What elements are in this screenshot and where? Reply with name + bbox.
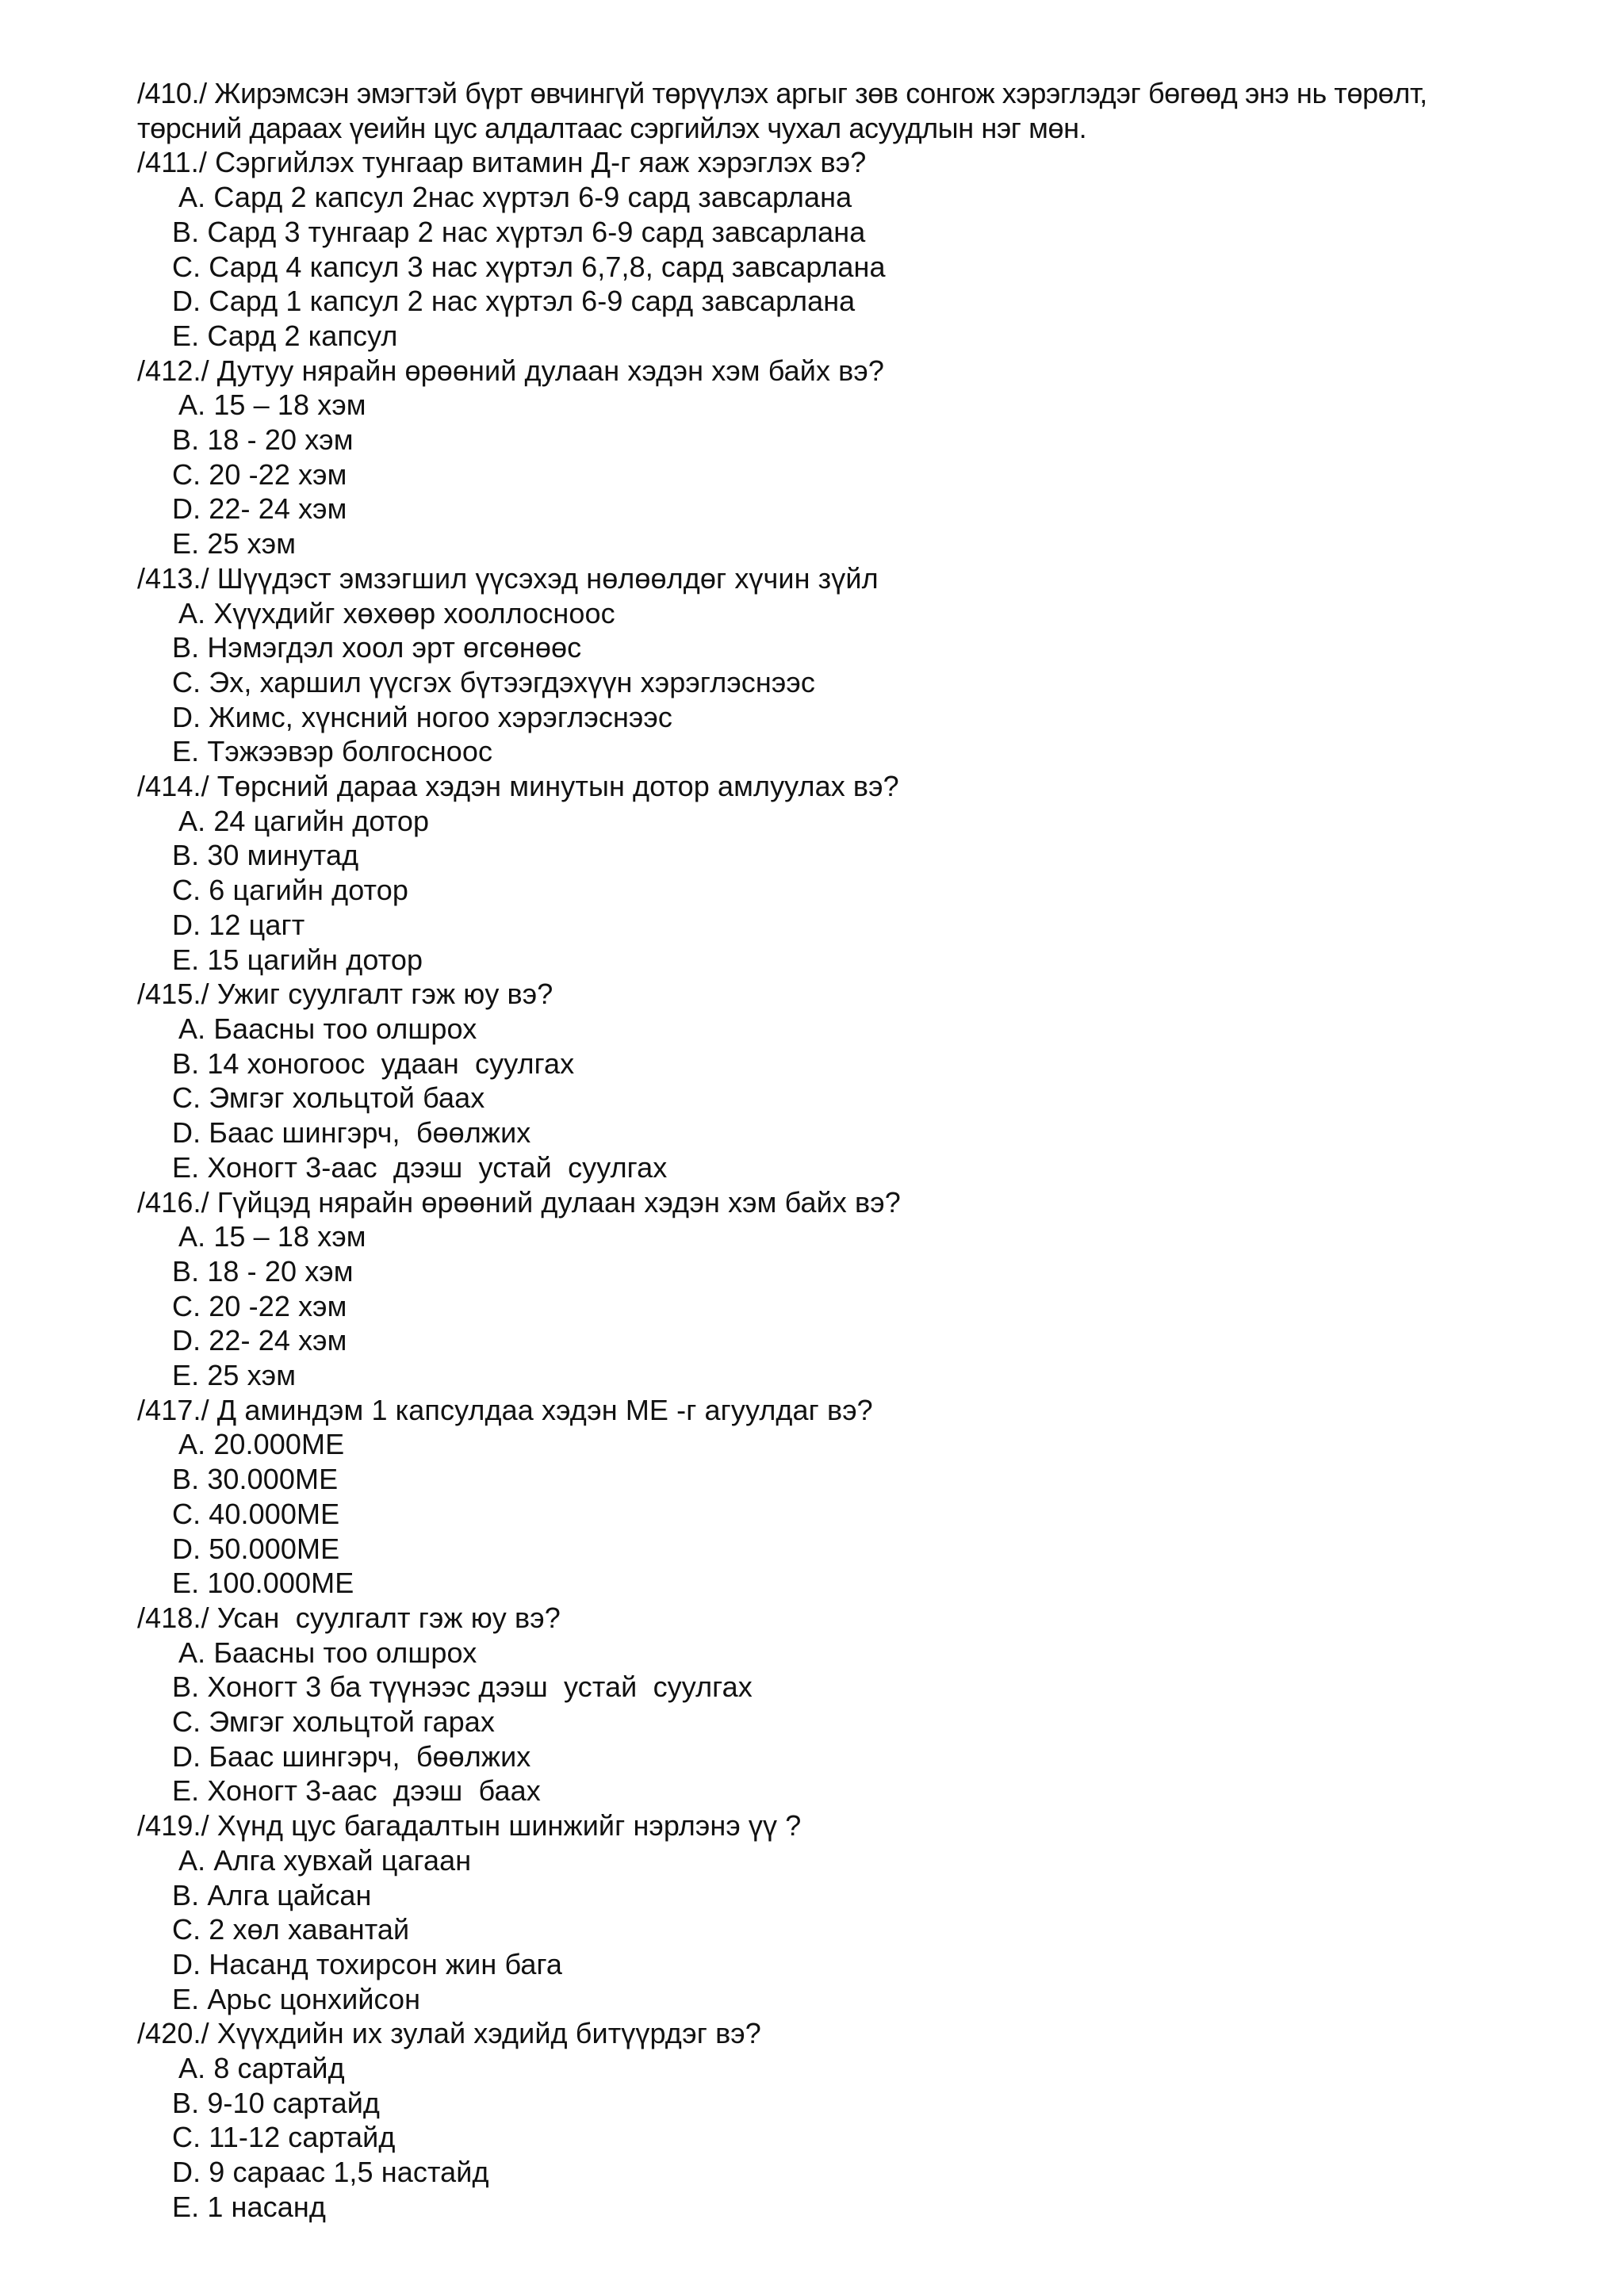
question-418: /418./ Усан суулгалт гэж юу вэ? (137, 1601, 561, 1634)
question-417: /417./ Д аминдэм 1 капсулдаа хэдэн МЕ -г агуулдаг вэ? (137, 1393, 873, 1426)
question-412-option-d: D. 22- 24 хэм (172, 492, 347, 526)
question-414: /414./ Төрсний дараа хэдэн минутын дотор амлуулах вэ? (137, 770, 899, 803)
question-415-option-d: D. Баас шингэрч, бөөлжих (172, 1116, 531, 1150)
question-418-option-b: B. Хоногт 3 ба түүнээс дээш устай суулгах (172, 1670, 753, 1704)
question-415: /415./ Ужиг суулгалт гэж юу вэ? (137, 978, 553, 1011)
question-414-option-e: E. 15 цагийн дотор (172, 943, 423, 976)
question-420-option-a: A. 8 сартайд (178, 2052, 345, 2085)
question-416-option-a: A. 15 – 18 хэм (178, 1220, 366, 1253)
question-411: /411./ Сэргийлэх тунгаар витамин Д-г яаж хэрэглэх вэ? (137, 146, 867, 179)
question-413-option-e: E. Тэжээвэр болгосноос (172, 735, 493, 768)
question-420-option-b: B. 9-10 сартайд (172, 2086, 381, 2119)
question-411-option-e: E. Сард 2 капсул (172, 319, 398, 352)
question-418-option-a: A. Баасны тоо олшрох (178, 1636, 477, 1669)
question-419-option-d: D. Насанд тохирсон жин бага (172, 1947, 563, 1980)
question-411-option-a: A. Сард 2 капсул 2нас хүртэл 6-9 сард завсарлана (178, 181, 852, 214)
question-413-option-c: C. Эх, харшил үүсгэх бүтээгдэхүүн хэрэглэснээс (172, 665, 815, 698)
question-416-option-b: B. 18 - 20 хэм (172, 1254, 354, 1288)
question-412: /412./ Дутуу нярайн өрөөний дулаан хэдэн хэм байх вэ? (137, 354, 884, 387)
question-415-option-a: A. Баасны тоо олшрох (178, 1012, 477, 1045)
question-419: /419./ Хүнд цус багадалтын шинжийг нэрлэнэ үү ? (137, 1809, 802, 1843)
question-417-option-a: A. 20.000МЕ (178, 1428, 345, 1461)
document-content (137, 76, 1533, 2225)
question-413: /413./ Шүүдэст эмзэгшил үүсэхэд нөлөөлдөг хүчин зүйл (137, 561, 879, 595)
question-412-option-c: C. 20 -22 хэм (172, 457, 347, 491)
question-420: /420./ Хүүхдийн их зулай хэдийд битүүрдэг вэ? (137, 2017, 761, 2050)
question-411-option-b: B. Сард 3 тунгаар 2 нас хүртэл 6-9 сард завсарлана (172, 215, 866, 248)
question-418-option-c: C. Эмгэг хольцтой гарах (172, 1705, 495, 1739)
question-415-option-b: B. 14 хоногоос удаан суулгах (172, 1047, 575, 1080)
question-417-option-e: E. 100.000МЕ (172, 1567, 354, 1600)
question-419-option-c: C. 2 хөл хавантай (172, 1913, 410, 1946)
question-420-option-c: C. 11-12 сартайд (172, 2121, 396, 2154)
question-412-option-e: E. 25 хэм (172, 527, 297, 561)
question-414-option-c: C. 6 цагийн дотор (172, 874, 408, 907)
question-413-option-d: D. Жимс, хүнсний ногоо хэрэглэснээс (172, 700, 672, 733)
question-416-option-e: E. 25 хэм (172, 1359, 297, 1392)
question-412-option-b: B. 18 - 20 хэм (172, 423, 354, 457)
question-416: /416./ Гүйцэд нярайн өрөөний дулаан хэдэн хэм байх вэ? (137, 1185, 901, 1219)
question-417-option-d: D. 50.000МЕ (172, 1532, 340, 1565)
question-417-option-c: C. 40.000МЕ (172, 1497, 340, 1530)
question-419-option-b: B. Алга цайсан (172, 1878, 372, 1911)
question-413-option-b: B. Нэмэгдэл хоол эрт өгсөнөөс (172, 631, 582, 664)
question-420-option-d: D. 9 сараас 1,5 настайд (172, 2156, 489, 2189)
question-419-option-a: A. Алга хувхай цагаан (178, 1843, 472, 1877)
question-411-option-d: D. Сард 1 капсул 2 нас хүртэл 6-9 сард завсарлана (172, 285, 856, 318)
intro-line-2: төрсний дараах үеийн цус алдалтаас сэргийлэх чухал асуудлын нэг мөн. (137, 111, 1087, 144)
question-412-option-a: A. 15 – 18 хэм (178, 388, 366, 422)
question-418-option-e: E. Хоногт 3-аас дээш баах (172, 1774, 541, 1808)
question-416-option-c: C. 20 -22 хэм (172, 1289, 347, 1322)
question-415-option-e: E. Хоногт 3-аас дээш устай суулгах (172, 1150, 668, 1184)
question-419-option-e: E. Арьс цонхийсон (172, 1982, 421, 2015)
question-420-option-e: E. 1 насанд (172, 2190, 326, 2223)
question-413-option-a: A. Хүүхдийг хөхөөр хооллосноос (178, 596, 615, 629)
question-416-option-d: D. 22- 24 хэм (172, 1324, 347, 1357)
question-414-option-a: A. 24 цагийн дотор (178, 804, 430, 837)
question-415-option-c: C. Эмгэг хольцтой баах (172, 1081, 485, 1115)
question-418-option-d: D. Баас шингэрч, бөөлжих (172, 1739, 531, 1773)
intro-line-1: /410./ Жирэмсэн эмэгтэй бүрт өвчингүй төрүүлэх аргыг зөв сонгож хэрэглэдэг бөгөөд энэ нь төрөлт, (137, 77, 1427, 109)
question-414-option-d: D. 12 цагт (172, 908, 305, 941)
question-411-option-c: C. Сард 4 капсул 3 нас хүртэл 6,7,8, сард завсарлана (172, 250, 886, 283)
question-414-option-b: B. 30 минутад (172, 839, 359, 872)
question-417-option-b: B. 30.000МЕ (172, 1463, 339, 1496)
